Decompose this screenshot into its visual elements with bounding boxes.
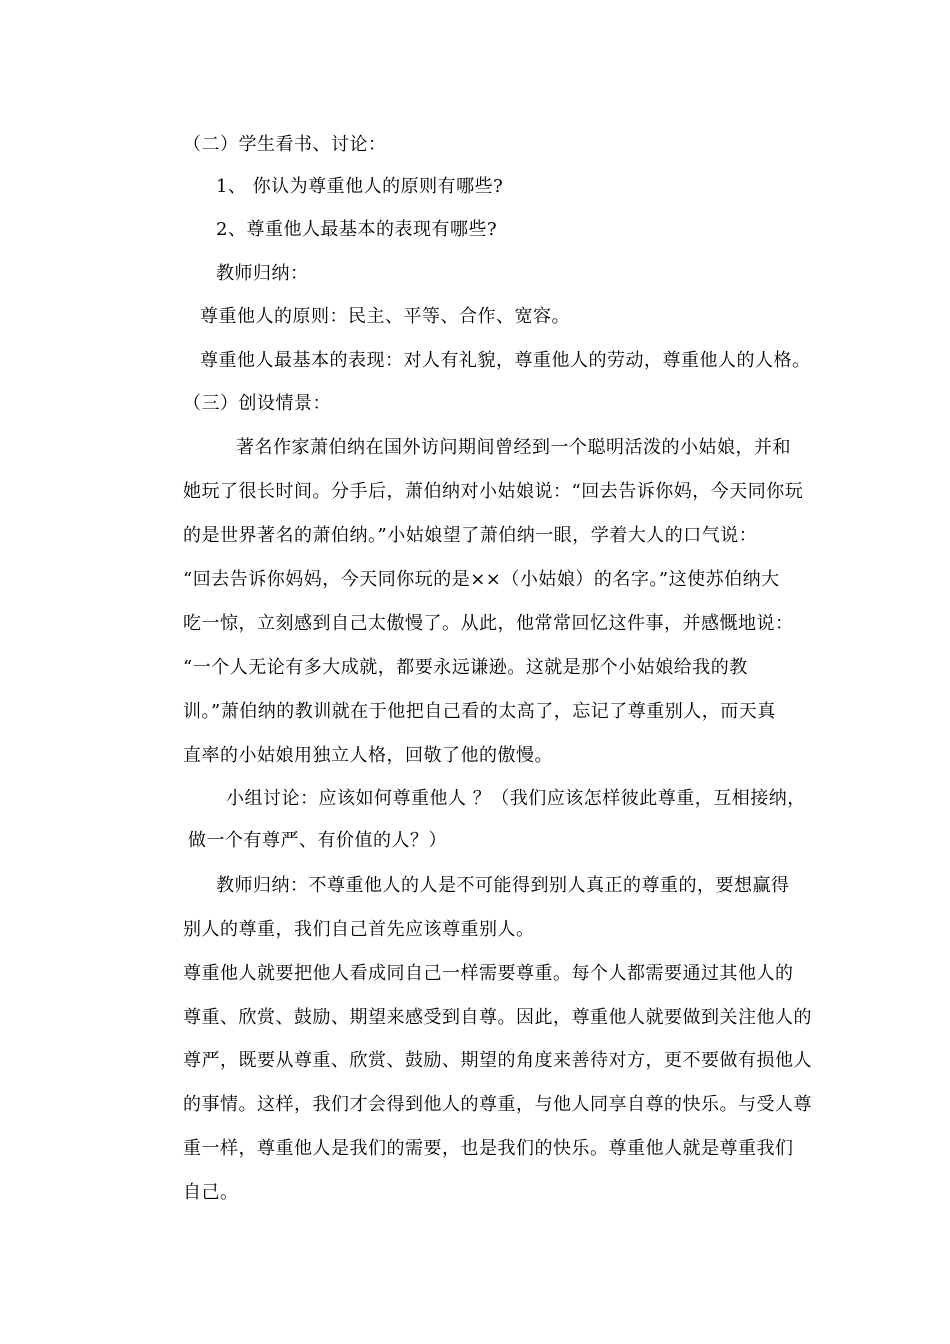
teacher-summary-line-1: 教师归纳：不尊重他人的人是不可能得到别人真正的尊重的，要想赢得 xyxy=(216,875,790,896)
principles-line: 尊重他人的原则：民主、平等、合作、宽容。 xyxy=(200,306,570,327)
section-heading-2: （二）学生看书、讨论： xyxy=(183,134,387,155)
group-discussion-line-2: 做一个有尊严、有价值的人？） xyxy=(188,830,447,851)
question-2: 2、尊重他人最基本的表现有哪些? xyxy=(216,219,498,240)
story-line-1: 著名作家萧伯纳在国外访问期间曾经到一个聪明活泼的小姑娘，并和 xyxy=(236,437,791,458)
section-heading-3: （三）创设情景： xyxy=(183,393,331,414)
story-line-7: 训。”萧伯纳的教训就在于他把自己看的太高了，忘记了尊重别人，而天真 xyxy=(183,701,776,722)
story-line-8: 直率的小姑娘用独立人格，回敬了他的傲慢。 xyxy=(183,745,553,766)
story-line-4: “回去告诉你妈妈，今天同你玩的是××（小姑娘）的名字。”这使苏伯纳大 xyxy=(183,569,780,590)
story-line-6: “一个人无论有多大成就，都要永远谦逊。这就是那个小姑娘给我的教 xyxy=(183,657,748,678)
question-1: 1、 你认为尊重他人的原则有哪些? xyxy=(216,176,504,197)
closing-line-1: 尊重他人就要把他人看成同自己一样需要尊重。每个人都需要通过其他人的 xyxy=(183,963,794,984)
group-discussion-line-1: 小组讨论：应该如何尊重他人 ？（我们应该怎样彼此尊重，互相接纳， xyxy=(226,788,806,809)
closing-line-6: 自己。 xyxy=(183,1182,239,1203)
closing-line-2: 尊重、欣赏、鼓励、期望来感受到自尊。因此，尊重他人就要做到关注他人的 xyxy=(183,1007,812,1028)
teacher-summary-line-2: 别人的尊重，我们自己首先应该尊重别人。 xyxy=(183,919,535,940)
closing-line-3: 尊严，既要从尊重、欣赏、鼓励、期望的角度来善待对方，更不要做有损他人 xyxy=(183,1050,812,1071)
teacher-summary-label: 教师归纳： xyxy=(216,263,309,284)
basic-expression-line: 尊重他人最基本的表现：对人有礼貌，尊重他人的劳动，尊重他人的人格。 xyxy=(200,350,811,371)
closing-line-5: 重一样，尊重他人是我们的需要，也是我们的快乐。尊重他人就是尊重我们 xyxy=(183,1138,794,1159)
closing-line-4: 的事情。这样，我们才会得到他人的尊重，与他人同享自尊的快乐。与受人尊 xyxy=(183,1094,812,1115)
story-line-5: 吃一惊，立刻感到自己太傲慢了。从此，他常常回忆这件事，并感慨地说： xyxy=(183,613,794,634)
story-line-2: 她玩了很长时间。分手后，萧伯纳对小姑娘说：“回去告诉你妈，今天同你玩 xyxy=(183,481,804,502)
story-line-3: 的是世界著名的萧伯纳。”小姑娘望了萧伯纳一眼，学着大人的口气说： xyxy=(183,525,758,546)
